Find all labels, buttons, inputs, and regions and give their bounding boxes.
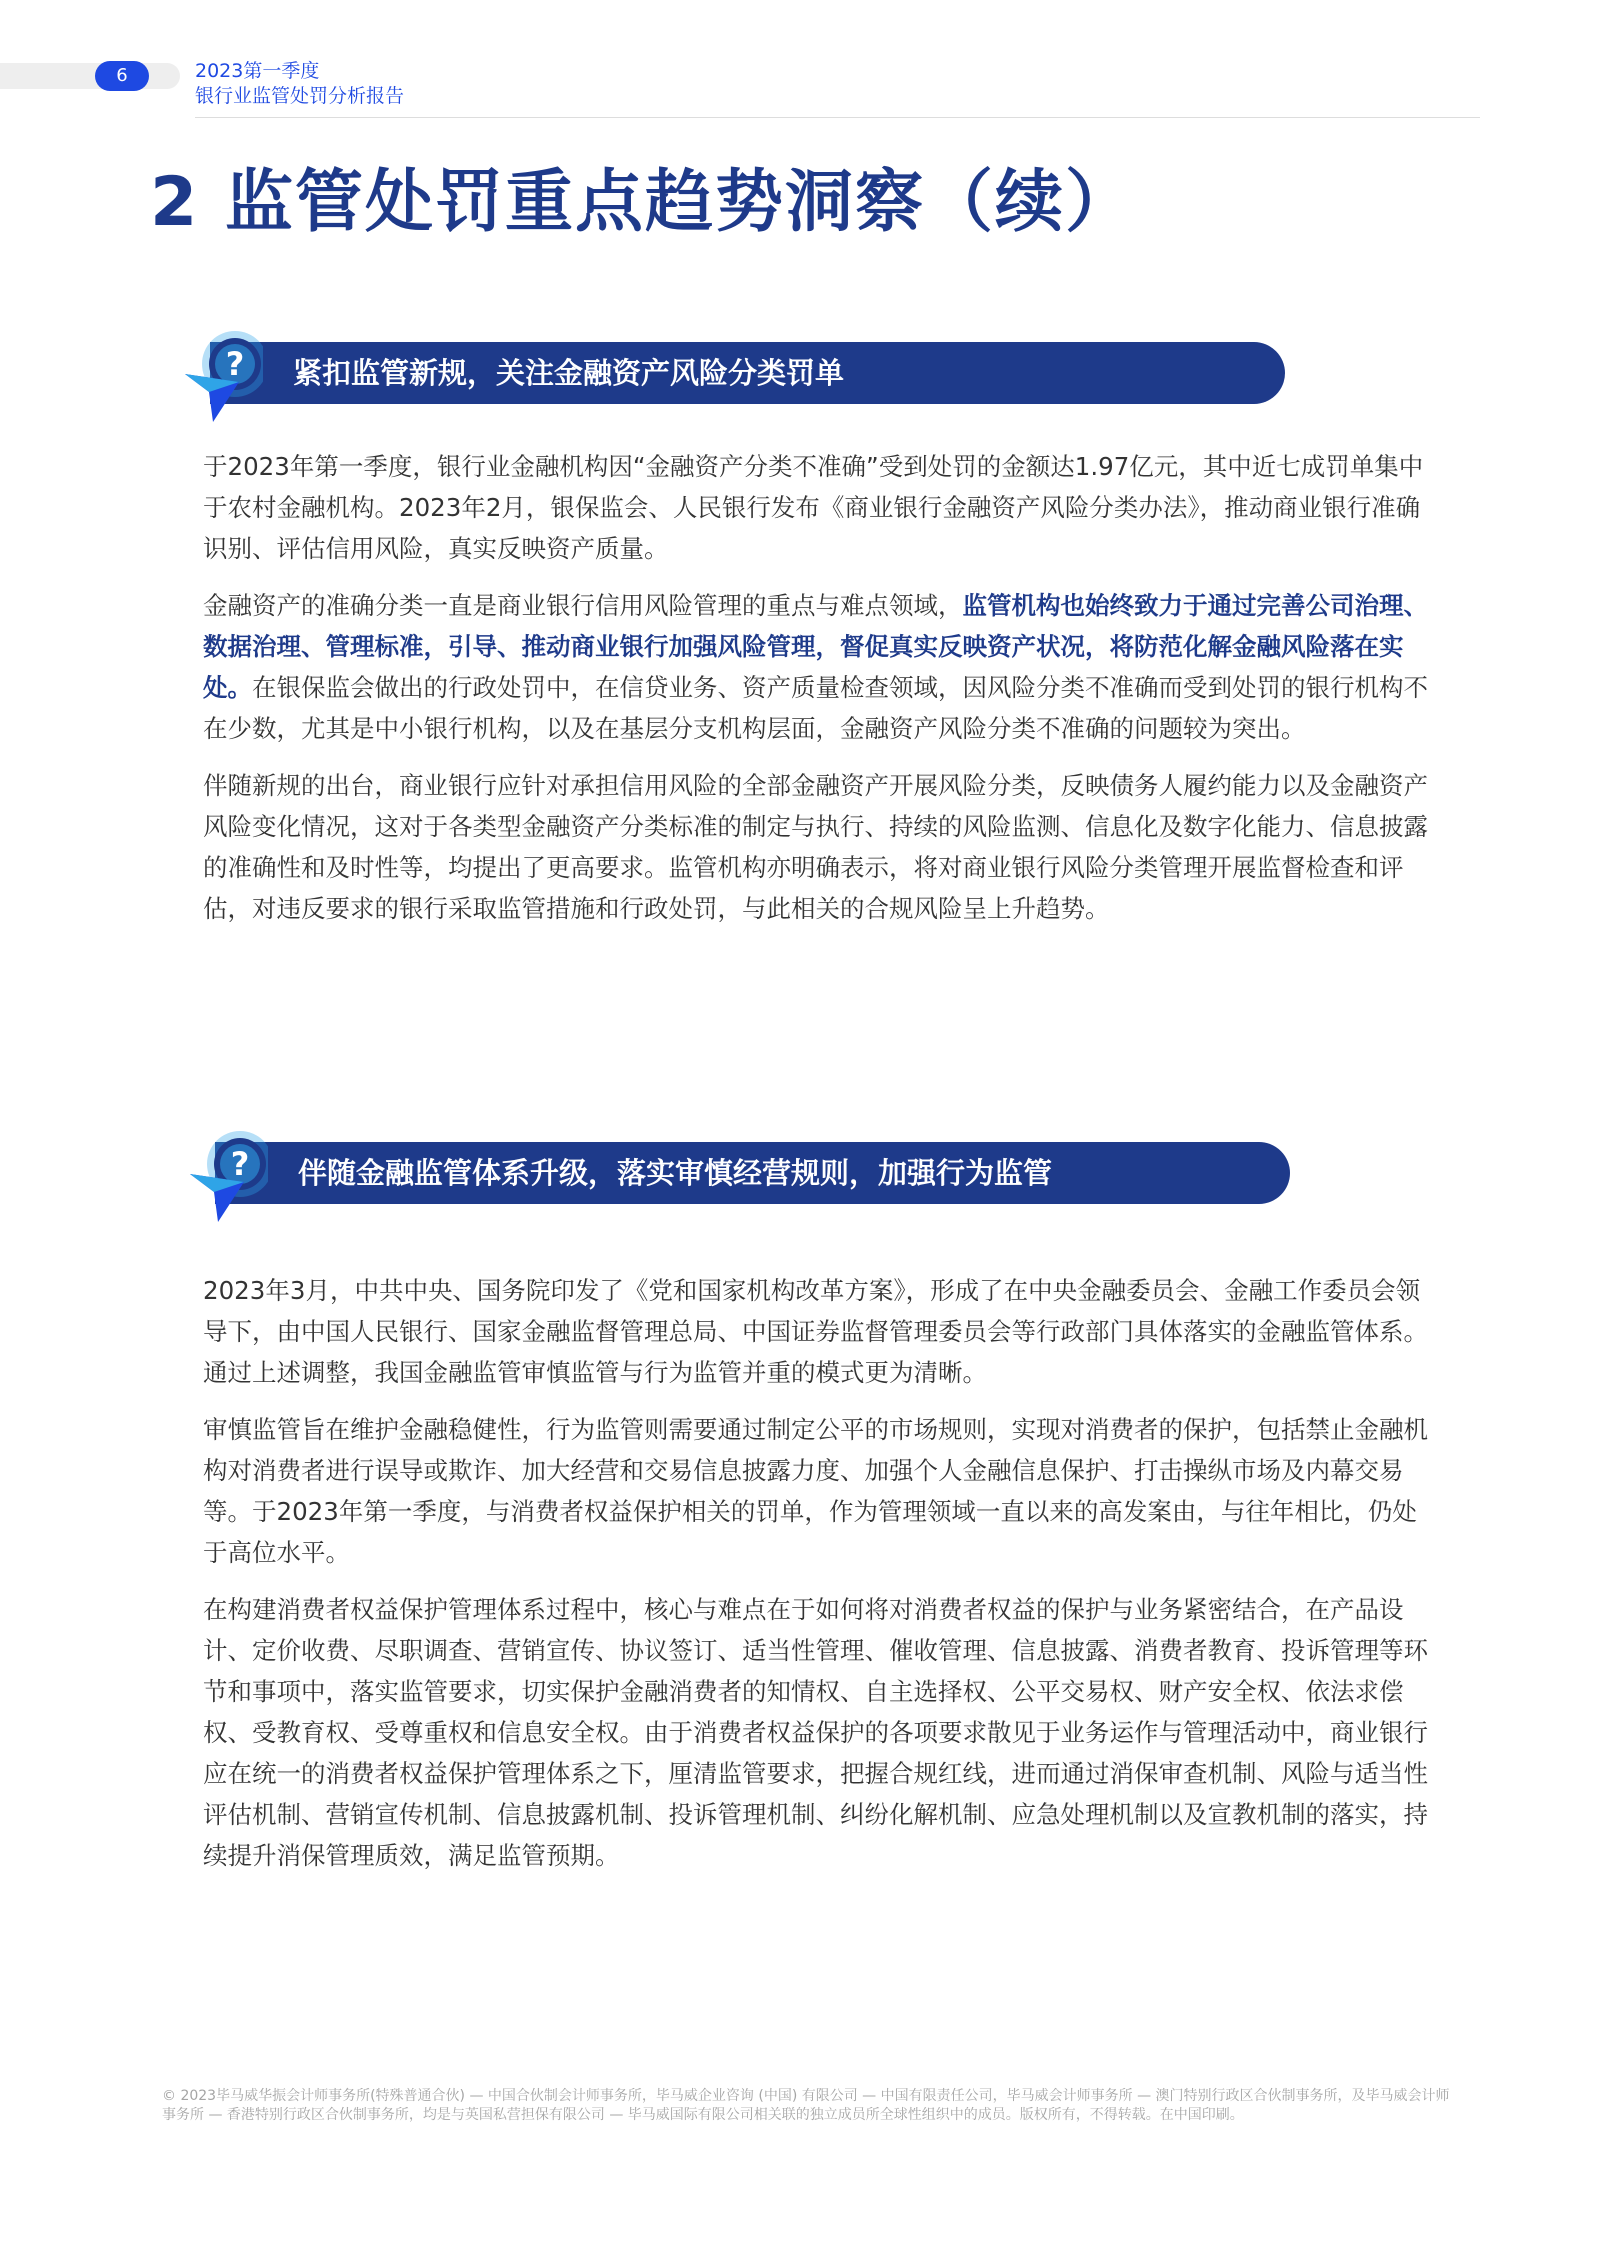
section-2-paragraph-1: 2023年3月，中共中央、国务院印发了《党和国家机构改革方案》，形成了在中央金融委员会、金融工作委员会领导下，由中国人民银行、国家金融监督管理总局、中国证券监督管理委员会等行政部门具体落实的金融监管体系。通过上述调整，我国金融监管审慎监管与行为监管并重的模式更为清晰。: [203, 1276, 1428, 1387]
section-1-paragraph-2: [203, 585, 1433, 749]
paragraph-2-highlight-text: 监管机构也始终致力于通过完善公司治理、数据治理、管理标准，引导、推动商业银行加强风险管理，督促真实反映资产状况，将防范化解金融风险落在实处。: [203, 591, 1428, 702]
section-1-paragraph-1: 于2023年第一季度，银行业金融机构因“金融资产分类不准确”受到处罚的金额达1.97亿元，其中近七成罚单集中于农村金融机构。2023年2月，银保监会、人民银行发布《商业银行金融资产风险分类办法》，推动商业银行准确识别、评估信用风险，真实反映资产质量。: [203, 452, 1424, 563]
header-title-line2: 银行业监管处罚分析报告: [195, 85, 405, 107]
section-2-body: [203, 1270, 1433, 1892]
svg-text:?: ?: [225, 345, 245, 383]
header-tab-bar: [0, 63, 180, 89]
section-banner-1: [210, 342, 1285, 404]
section-1-body: [203, 446, 1433, 945]
section-2-paragraph-3: 在构建消费者权益保护管理体系过程中，核心与难点在于如何将对消费者权益的保护与业务紧密结合，在产品设计、定价收费、尽职调查、营销宣传、协议签订、适当性管理、催收管理、信息披露、消费者教育、投诉管理等环节和事项中，落实监管要求，切实保护金融消费者的知情权、自主选择权、公平交易权、财产安全权、依法求偿权、受教育权、受尊重权和信息安全权。由于消费者权益保护的各项要求散见于业务运作与管理活动中，商业银行应在统一的消费者权益保护管理体系之下，厘清监管要求，把握合规红线，进而通过消保审查机制、风险与适当性评估机制、营销宣传机制、信息披露机制、投诉管理机制、纠纷化解机制、应急处理机制以及宣教机制的落实，持续提升消保管理质效，满足监管预期。: [203, 1595, 1428, 1870]
page-number-badge: 6: [95, 61, 149, 91]
report-header-title: [195, 59, 404, 109]
paragraph-2-lead-text: 金融资产的准确分类一直是商业银行信用风险管理的重点与难点领域，: [203, 591, 963, 620]
section-banner-title-2: 伴随金融监管体系升级，落实审慎经营规则，加强行为监管: [298, 1156, 1053, 1190]
copyright-footer: © 2023毕马威华振会计师事务所(特殊普通合伙) — 中国合伙制会计师事务所，毕马威企业咨询 (中国) 有限公司 — 中国有限责任公司，毕马威会计师事务所 — 澳门特别行政区合伙制事务所，及毕马威会计师事务所 — 香港特别行政区合伙制事务所，均是与英国私营担保有限公司 — 毕马威国际有限公司相关联的独立成员所全球性组织中的成员。版权所有，不得转载。在中国印刷。: [162, 2088, 1450, 2123]
section-2-paragraph-2: 审慎监管旨在维护金融稳健性，行为监管则需要通过制定公平的市场规则，实现对消费者的保护，包括禁止金融机构对消费者进行误导或欺诈、加大经营和交易信息披露力度、加强个人金融信息保护、打击操纵市场及内幕交易等。于2023年第一季度，与消费者权益保护相关的罚单，作为管理领域一直以来的高发案由，与往年相比，仍处于高位水平。: [203, 1415, 1428, 1567]
question-paper-plane-icon: [188, 1130, 268, 1226]
header-divider: [195, 117, 1480, 118]
section-1-paragraph-3: 伴随新规的出台，商业银行应针对承担信用风险的全部金融资产开展风险分类，反映债务人履约能力以及金融资产风险变化情况，这对于各类型金融资产分类标准的制定与执行、持续的风险监测、信息化及数字化能力、信息披露的准确性和及时性等，均提出了更高要求。监管机构亦明确表示，将对商业银行风险分类管理开展监督检查和评估，对违反要求的银行采取监管措施和行政处罚，与此相关的合规风险呈上升趋势。: [203, 771, 1428, 923]
question-paper-plane-icon: [183, 330, 263, 426]
page-title: 2 监管处罚重点趋势洞察（续）: [150, 163, 1135, 242]
paragraph-2-tail-text: 在银保监会做出的行政处罚中，在信贷业务、资产质量检查领域，因风险分类不准确而受到处罚的银行机构不在少数，尤其是中小银行机构，以及在基层分支机构层面，金融资产风险分类不准确的问题较为突出。: [203, 673, 1428, 743]
svg-text:?: ?: [230, 1145, 250, 1183]
header-title-line1: 2023第一季度: [195, 60, 320, 82]
section-banner-title-1: 紧扣监管新规，关注金融资产风险分类罚单: [293, 356, 845, 390]
section-banner-2: [215, 1142, 1290, 1204]
